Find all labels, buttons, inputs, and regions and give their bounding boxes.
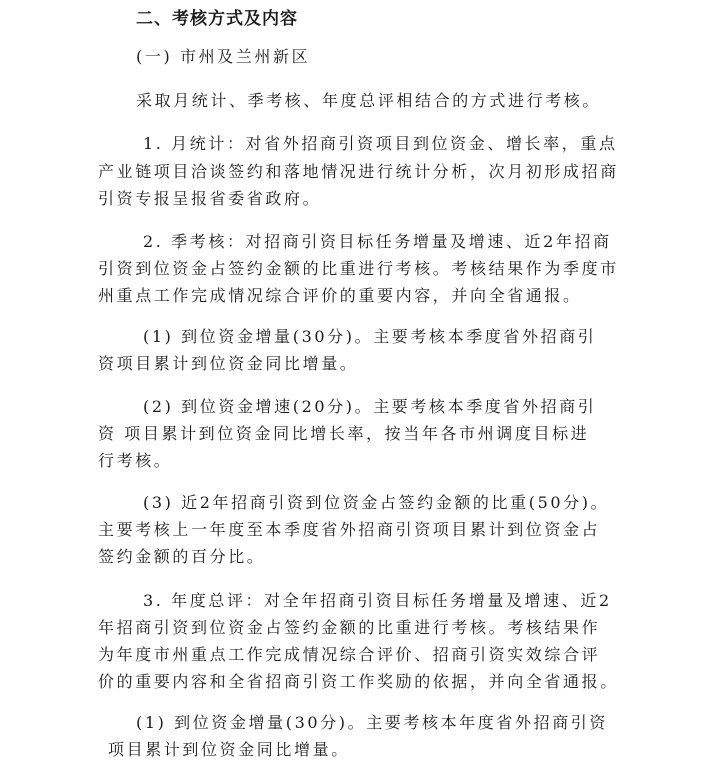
- paragraph-line: 州重点工作完成情况综合评价的重要内容，并向全省通报。: [98, 286, 582, 305]
- intro-paragraph: 采取月统计、季考核、年度总评相结合的方式进行考核。: [136, 91, 602, 110]
- paragraph-line: (1) 到位资金增量(30分)。主要考核本年度省外招商引资: [136, 713, 608, 732]
- paragraph-line: 为年度市州重点工作完成情况综合评价、招商引资实效综合评: [98, 645, 601, 664]
- paragraph-line: 资 项目累计到位资金同比增长率，按当年各市州调度目标进: [98, 424, 590, 443]
- paragraph-line: 项目累计到位资金同比增量。: [108, 740, 350, 759]
- paragraph-line: 3. 年度总评：对全年招商引资目标任务增量及增速、近2: [143, 591, 612, 610]
- paragraph-line: (1) 到位资金增量(30分)。主要考核本季度省外招商引: [143, 327, 597, 346]
- paragraph-line: 引资专报呈报省委省政府。: [98, 189, 322, 208]
- section-heading: 二、考核方式及内容: [136, 9, 298, 29]
- paragraph-line: 2. 季考核：对招商引资目标任务增量及增速、近2年招商: [143, 232, 612, 251]
- paragraph-line: 签约金额的百分比。: [98, 547, 266, 566]
- paragraph-line: (2) 到位资金增速(20分)。主要考核本季度省外招商引: [143, 397, 597, 416]
- paragraph-line: 主要考核上一年度至本季度省外招商引资项目累计到位资金占: [98, 520, 601, 539]
- paragraph-line: 1. 月统计：对省外招商引资项目到位资金、增长率，重点: [143, 134, 618, 153]
- paragraph-line: 价的重要内容和全省招商引资工作奖励的依据，并向全省通报。: [98, 672, 619, 691]
- paragraph-line: 资项目累计到位资金同比增量。: [98, 354, 359, 373]
- paragraph-line: 产业链项目洽谈签约和落地情况进行统计分析，次月初形成招商: [98, 162, 619, 181]
- paragraph-line: 引资到位资金占签约金额的比重进行考核。考核结果作为季度市: [98, 259, 619, 278]
- paragraph-line: (3) 近2年招商引资到位资金占签约金额的比重(50分)。: [143, 493, 610, 512]
- subheading: (一) 市州及兰州新区: [136, 47, 311, 66]
- paragraph-line: 行考核。: [98, 451, 173, 470]
- paragraph-line: 年招商引资到位资金占签约金额的比重进行考核。考核结果作: [98, 618, 601, 637]
